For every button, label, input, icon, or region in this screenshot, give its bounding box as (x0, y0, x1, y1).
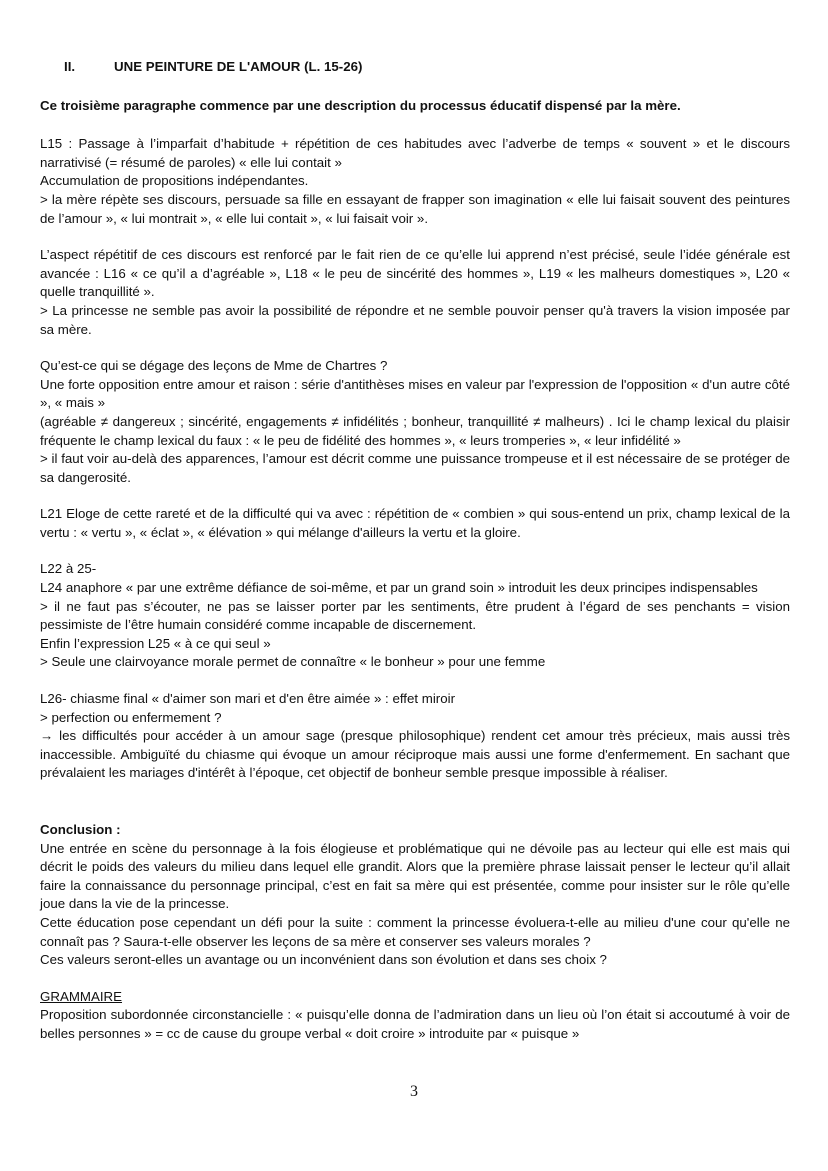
document-page (40, 58, 790, 1044)
paragraph-l26: L26- chiasme final « d'aimer son mari et d'en être aimée » : effet miroir (40, 691, 456, 707)
paragraph-l24: L24 anaphore « par une extrême défiance de soi-même, et par un grand soin » introduit les deux principes indispensables (40, 580, 758, 596)
paragraph-clairvoyance: > Seule une clairvoyance morale permet de connaître « le bonheur » pour une femme (40, 654, 546, 670)
conclusion-paragraph-2: Cette éducation pose cependant un défi pour la suite : comment la princesse évoluera-t-elle au milieu d'une cour qu'elle ne connaît pas ? Saura-t-elle observer les leçons de sa mère et conserver ses valeurs morales ? (40, 914, 790, 949)
paragraph-l22: L22 à 25- (40, 561, 97, 577)
paragraph-accumulation: Accumulation de propositions indépendantes. (40, 173, 309, 189)
section-heading (40, 58, 790, 77)
grammaire-paragraph: Proposition subordonnée circonstancielle : « puisqu’elle donna de l’admiration dans un lieu où l’on était si accoutumé à voir de belles personnes » = cc de cause du groupe verbal « doit croire » introduite par « puisque » (40, 1007, 790, 1041)
paragraph-l15: L15 : Passage à l’imparfait d’habitude + répétition de ces habitudes avec l’adverbe de temps « souvent » et le discours narrativisé (= résumé de paroles) « elle lui contait » (40, 136, 790, 170)
paragraph-question: Qu’est-ce qui se dégage des leçons de Mme de Chartres ? (40, 358, 388, 374)
paragraph-l21: L21 Eloge de cette rareté et de la difficulté qui va avec : répétition de « combien » qui sous-entend un prix, champ lexical de la vertu : « vertu », « éclat », « élévation » qui mélange d'ailleurs la vertu et la gloire. (40, 506, 790, 540)
section-number: II. (64, 59, 76, 74)
paragraph-difficultes: → les difficultés pour accéder à un amour sage (presque philosophique) rendent cet amour très précieux, mais aussi très inaccessible. Ambiguïté du chiasme qui évoque un amour réciproque mais aussi une forme d'enfermement. En sachant que prévalaient les mariages d'intérêt à l’époque, cet objectif de bonheur semble presque impossible à réaliser. (40, 728, 790, 781)
paragraph-opposition: Une forte opposition entre amour et raison : série d'antithèses mises en valeur par l'expression de l'opposition « d'un autre côté », « mais » (40, 376, 790, 411)
intro-paragraph: Ce troisième paragraphe commence par une description du processus éducatif dispensé par la mère. (40, 97, 681, 113)
grammaire-title: GRAMMAIRE (40, 988, 123, 1004)
paragraph-ecouter: > il ne faut pas s’écouter, ne pas se laisser porter par les sentiments, être prudent à l’égard de ses penchants = vision pessimiste de l’être humain considéré comme incapable de discernement. (40, 598, 790, 633)
conclusion-title: Conclusion : (40, 822, 121, 837)
paragraph-perfection: > perfection ou enfermement ? (40, 709, 222, 725)
page-number: 3 (410, 1083, 418, 1100)
paragraph-mere-repete: > la mère répète ses discours, persuade sa fille en essayant de frapper son imagination « elle lui faisait souvent des peintures de l’amour », « lui montrait », « elle lui contait », « lui faisait voir ». (40, 191, 790, 226)
conclusion-paragraph-3: Ces valeurs seront-elles un avantage ou un inconvénient dans son évolution et dans ses choix ? (40, 952, 607, 968)
paragraph-aspect-repetitif: L’aspect répétitif de ces discours est renforcé par le fait rien de ce qu’elle lui apprend n’est précisé, seule l’idée générale est avancée : L16 « ce qu’il a d’agréable », L18 « le peu de sincérité des hommes », L19 « les malheurs domestiques », L20 « quelle tranquillité ». (40, 247, 790, 300)
paragraph-antitheses: (agréable ≠ dangereux ; sincérité, engagements ≠ infidélités ; bonheur, tranquillité ≠ malheurs) . Ici le champ lexical du plaisir fréquente le champ lexical du faux : « le peu de fidélité des hommes », « leurs tromperies », « leur infidélité » (40, 413, 790, 448)
paragraph-l25: Enfin l’expression L25 « à ce qui seul » (40, 635, 271, 651)
section-title: UNE PEINTURE DE L'AMOUR (L. 15-26) (114, 59, 363, 74)
conclusion-paragraph-1: Une entrée en scène du personnage à la fois élogieuse et problématique qui ne dévoile pas au lecteur qui elle est mais qui décrit le poids des valeurs du milieu dans lequel elle grandit. Alors que la première phrase laissait penser le lecteur qu’il allait faire la connaissance du personnage principal, c’est en fait sa mère qui est présentée, comme pour insister sur le rôle qu’elle joue dans la vie de la princesse. (40, 840, 790, 912)
paragraph-princesse: > La princesse ne semble pas avoir la possibilité de répondre et ne semble pouvoir penser qu'à travers la vision imposée par sa mère. (40, 302, 790, 337)
paragraph-apparences: > il faut voir au-delà des apparences, l’amour est décrit comme une puissance trompeuse et il est nécessaire de se protéger de sa dangerosité. (40, 451, 790, 485)
